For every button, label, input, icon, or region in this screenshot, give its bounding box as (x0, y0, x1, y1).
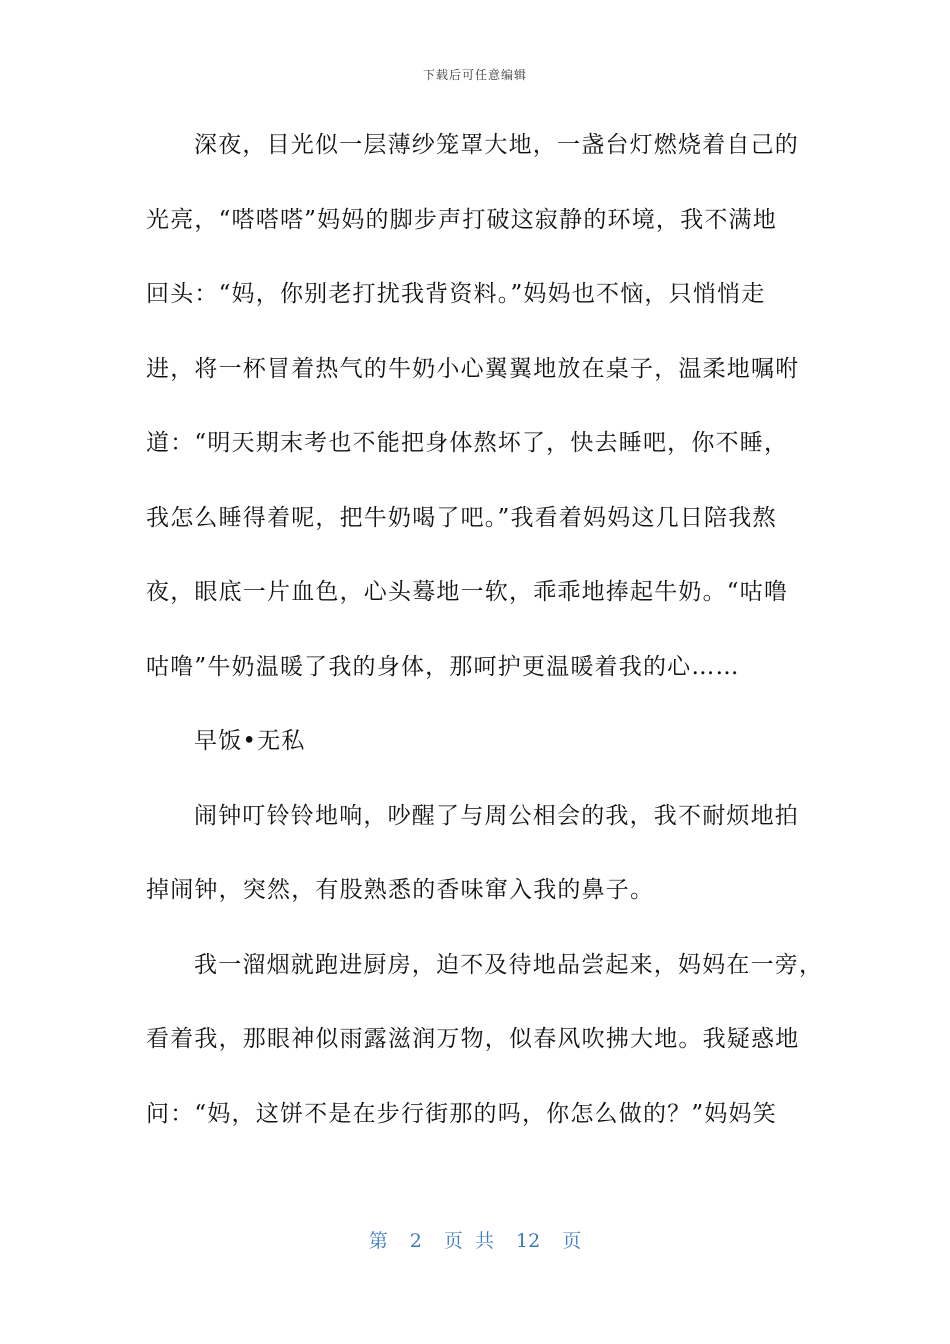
footer-middle: 页 共 (443, 1230, 494, 1252)
text-line: 看着我，那眼神似雨露滋润万物，似春风吹拂大地。我疑惑地 (146, 1026, 800, 1052)
text-line: 夜，眼底一片血色，心头蓦地一软，乖乖地捧起牛奶。“咕噜 (146, 579, 789, 605)
text-line: 咕噜”牛奶温暖了我的身体，那呵护更温暖着我的心…… (146, 653, 740, 680)
current-page-number: 2 (409, 1230, 422, 1252)
text-line: 掉闹钟，突然，有股熟悉的香味窜入我的鼻子。 (146, 877, 655, 903)
footer-suffix: 页 (562, 1230, 582, 1252)
text-line: 道：“明天期末考也不能把身体熬坏了，快去睡吧，你不睡， (146, 430, 789, 456)
document-body (146, 120, 824, 1163)
text-line: 光亮，“嗒嗒嗒”妈妈的脚步声打破这寂静的环境，我不满地 (146, 206, 777, 233)
text-line: 我怎么睡得着呢，把牛奶喝了吧。”我看着妈妈这几日陪我熬 (146, 504, 777, 531)
page-footer (0, 1226, 950, 1253)
text-line: 深夜，目光似一层薄纱笼罩大地，一盏台灯燃烧着自己的 (194, 132, 799, 158)
footer-prefix: 第 (368, 1230, 388, 1252)
text-line: 我一溜烟就跑进厨房，迫不及待地品尝起来，妈妈在一旁， (194, 951, 824, 978)
text-line: 回头：“妈，你别老打扰我背资料。”妈妈也不恼，只悄悄走 (146, 281, 766, 307)
text-line: 进，将一杯冒着热气的牛奶小心翼翼地放在桌子，温柔地嘱咐 (146, 355, 800, 382)
text-line: 闹钟叮铃铃地响，吵醒了与周公相会的我，我不耐烦地拍 (194, 802, 799, 829)
page-header: 下载后可任意编辑 (422, 68, 527, 82)
section-heading: 早饭•无私 (194, 728, 306, 754)
total-page-count: 12 (516, 1230, 541, 1252)
text-line: 问：“妈，这饼不是在步行街那的吗，你怎么做的？”妈妈笑 (146, 1100, 777, 1127)
